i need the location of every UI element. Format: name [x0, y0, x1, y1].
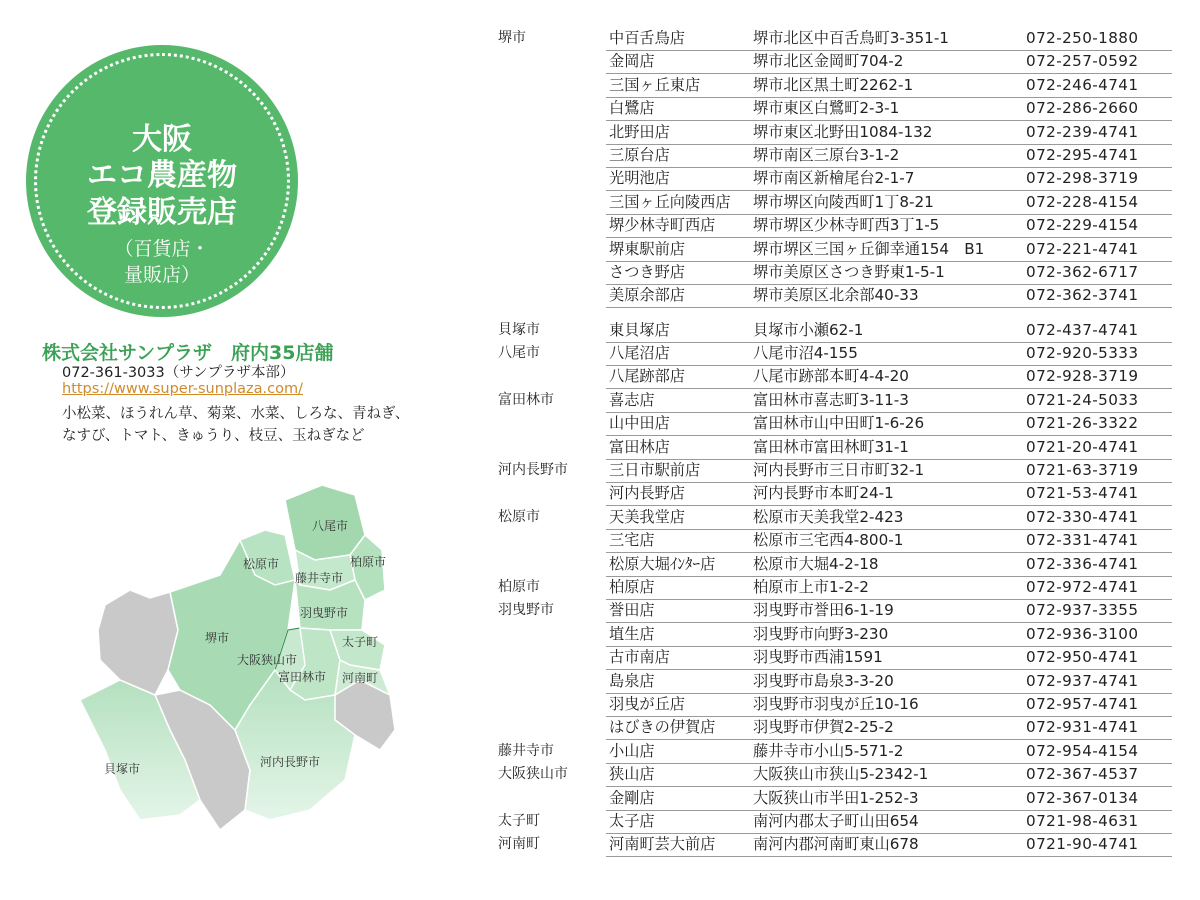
- store-phone: 0721-20-4741: [1021, 436, 1172, 460]
- store-name: 三原台店: [606, 144, 749, 168]
- store-name: 喜志店: [606, 389, 749, 413]
- store-phone: 072-239-4741: [1021, 121, 1172, 145]
- store-row: [494, 261, 1174, 284]
- store-row: [494, 763, 1174, 786]
- store-row: [494, 599, 1174, 622]
- store-name: 富田林店: [606, 436, 749, 460]
- store-phone: 072-246-4741: [1021, 74, 1172, 98]
- store-phone: 072-257-0592: [1021, 50, 1172, 74]
- store-phone: 072-931-4741: [1021, 716, 1172, 740]
- store-row: [494, 810, 1174, 833]
- store-row: [494, 670, 1174, 693]
- badge-line-3: 登録販売店: [87, 195, 237, 230]
- store-city: 藤井寺市: [498, 742, 554, 759]
- map-label-kaizuka: 貝塚市: [104, 762, 141, 776]
- store-city: 堺市: [498, 30, 526, 46]
- region-map: [60, 480, 400, 840]
- store-phone: 072-437-4741: [1021, 319, 1172, 343]
- store-name: 狭山店: [606, 763, 749, 787]
- store-address: 大阪狭山市狭山5-2342-1: [749, 763, 1025, 787]
- store-phone: 072-331-4741: [1021, 529, 1172, 553]
- store-phone: 072-286-2660: [1021, 97, 1172, 121]
- store-row: [494, 238, 1174, 261]
- store-name: はびきの伊賀店: [606, 716, 749, 740]
- store-address: 羽曳野市島泉3-3-20: [749, 670, 1025, 694]
- store-name: 中百舌鳥店: [606, 27, 749, 51]
- store-name: 東貝塚店: [606, 319, 749, 343]
- store-phone: 072-972-4741: [1021, 576, 1172, 600]
- store-phone: 072-295-4741: [1021, 144, 1172, 168]
- store-name: 美原余部店: [606, 284, 749, 308]
- store-name: 河南町芸大前店: [606, 833, 749, 857]
- store-city: 貝塚市: [498, 321, 540, 338]
- company-tel: 072-361-3033（サンプラザ本部）: [62, 365, 295, 381]
- store-phone: 072-298-3719: [1021, 167, 1172, 191]
- store-city: 富田林市: [498, 391, 554, 408]
- store-name: 八尾跡部店: [606, 365, 749, 389]
- store-row: [494, 167, 1174, 190]
- store-row: [494, 342, 1174, 365]
- store-address: 堺市南区新檜尾台2-1-7: [749, 167, 1025, 191]
- store-name: 堺少林寺町西店: [606, 214, 749, 238]
- store-address: 堺市北区中百舌鳥町3-351-1: [749, 27, 1025, 51]
- store-address: 貝塚市小瀬62-1: [749, 319, 1025, 343]
- map-label-matsubara: 松原市: [243, 557, 280, 571]
- store-row: [494, 214, 1174, 237]
- store-city: 羽曳野市: [498, 602, 554, 619]
- store-address: 堺市美原区北余部40-33: [749, 284, 1025, 308]
- store-name: 島泉店: [606, 670, 749, 694]
- store-name: 金岡店: [606, 50, 749, 74]
- store-name: 堺東駅前店: [606, 238, 749, 262]
- store-row: [494, 506, 1174, 529]
- group-gap: [494, 308, 1174, 319]
- store-row: [494, 284, 1174, 307]
- store-phone: 072-221-4741: [1021, 238, 1172, 262]
- store-row: [494, 787, 1174, 810]
- store-phone: 0721-26-3322: [1021, 412, 1172, 436]
- store-row: [494, 365, 1174, 388]
- store-address: 河内長野市三日市町32-1: [749, 459, 1025, 483]
- map-gray-area: [98, 590, 178, 700]
- store-row: [494, 144, 1174, 167]
- store-row: [494, 529, 1174, 552]
- store-phone: 072-928-3719: [1021, 365, 1172, 389]
- store-name: 柏原店: [606, 576, 749, 600]
- store-address: 堺市北区黒土町2262-1: [749, 74, 1025, 98]
- store-address: 河内長野市本町24-1: [749, 482, 1025, 506]
- store-row: [494, 623, 1174, 646]
- store-name: 金剛店: [606, 787, 749, 811]
- store-address: 富田林市山中田町1-6-26: [749, 412, 1025, 436]
- store-name: 松原大堀ｲﾝﾀｰ店: [606, 553, 749, 577]
- map-label-yao: 八尾市: [312, 519, 349, 533]
- store-city: 八尾市: [498, 345, 540, 362]
- store-address: 堺市堺区少林寺町西3丁1-5: [749, 214, 1025, 238]
- store-name: 小山店: [606, 740, 749, 764]
- store-name: 河内長野店: [606, 482, 749, 506]
- map-label-kashiwara: 柏原市: [350, 555, 387, 569]
- store-name: 八尾沼店: [606, 342, 749, 366]
- store-name: 光明池店: [606, 167, 749, 191]
- store-row: [494, 27, 1174, 50]
- store-name: さつき野店: [606, 261, 749, 285]
- store-table: [494, 27, 1174, 857]
- store-phone: 072-367-0134: [1021, 787, 1172, 811]
- store-phone: 0721-63-3719: [1021, 459, 1172, 483]
- store-phone: 072-957-4741: [1021, 693, 1172, 717]
- store-row: [494, 576, 1174, 599]
- store-name: 古市南店: [606, 646, 749, 670]
- badge-line-4: （百貨店・: [114, 238, 210, 260]
- store-phone: 072-250-1880: [1021, 27, 1172, 51]
- store-address: 羽曳野市西浦1591: [749, 646, 1025, 670]
- store-address: 藤井寺市小山5-571-2: [749, 740, 1025, 764]
- store-phone: 072-920-5333: [1021, 342, 1172, 366]
- store-row: [494, 319, 1174, 342]
- badge-line-1: 大阪: [132, 122, 192, 157]
- store-name: 天美我堂店: [606, 506, 749, 530]
- products-line-2: なすび、トマト、きゅうり、枝豆、玉ねぎなど: [62, 428, 365, 444]
- store-row: [494, 389, 1174, 412]
- store-name: 羽曳が丘店: [606, 693, 749, 717]
- badge-line-5: 量販店）: [123, 264, 200, 286]
- store-row: [494, 121, 1174, 144]
- store-address: 大阪狭山市半田1-252-3: [749, 787, 1025, 811]
- store-name: 三国ヶ丘向陵西店: [606, 191, 749, 215]
- store-address: 八尾市沼4-155: [749, 342, 1025, 366]
- store-city: 大阪狭山市: [498, 766, 568, 783]
- store-city: 河内長野市: [498, 462, 568, 479]
- map-label-taishi: 太子町: [342, 635, 379, 649]
- store-row: [494, 833, 1174, 856]
- store-phone: 0721-53-4741: [1021, 482, 1172, 506]
- store-phone: 072-330-4741: [1021, 506, 1172, 530]
- badge-line-2: エコ農産物: [87, 158, 237, 193]
- store-city: 河南町: [498, 836, 540, 853]
- store-phone: 072-229-4154: [1021, 214, 1172, 238]
- store-address: 堺市堺区向陵西町1丁8-21: [749, 191, 1025, 215]
- store-address: 羽曳野市羽曳が丘10-16: [749, 693, 1025, 717]
- title-badge: [26, 45, 298, 317]
- store-row: [494, 436, 1174, 459]
- store-address: 羽曳野市伊賀2-25-2: [749, 716, 1025, 740]
- store-row: [494, 716, 1174, 739]
- store-address: 柏原市上市1-2-2: [749, 576, 1025, 600]
- map-label-sakai: 堺市: [205, 631, 230, 645]
- map-label-osakasayama: 大阪狭山市: [237, 653, 298, 667]
- store-name: 三日市駅前店: [606, 459, 749, 483]
- store-address: 南河内郡河南町東山678: [749, 833, 1025, 857]
- store-row: [494, 740, 1174, 763]
- store-city: 柏原市: [498, 578, 540, 595]
- store-name: 白鷺店: [606, 97, 749, 121]
- store-address: 八尾市跡部本町4-4-20: [749, 365, 1025, 389]
- store-phone: 072-362-6717: [1021, 261, 1172, 285]
- store-phone: 0721-24-5033: [1021, 389, 1172, 413]
- store-row: [494, 646, 1174, 669]
- store-address: 松原市大堀4-2-18: [749, 553, 1025, 577]
- store-row: [494, 482, 1174, 505]
- store-name: 埴生店: [606, 623, 749, 647]
- store-name: 山中田店: [606, 412, 749, 436]
- store-phone: 072-228-4154: [1021, 191, 1172, 215]
- map-label-kawachinagano: 河内長野市: [260, 755, 321, 769]
- store-row: [494, 50, 1174, 73]
- company-url-link[interactable]: https://www.super-sunplaza.com/: [62, 381, 303, 397]
- store-name: 三宅店: [606, 529, 749, 553]
- map-label-kanan: 河南町: [342, 671, 379, 685]
- store-address: 松原市三宅西4-800-1: [749, 529, 1025, 553]
- store-phone: 072-336-4741: [1021, 553, 1172, 577]
- store-phone: 072-937-4741: [1021, 670, 1172, 694]
- store-row: [494, 412, 1174, 435]
- store-city: 松原市: [498, 508, 540, 525]
- store-address: 南河内郡太子町山田654: [749, 810, 1025, 834]
- store-row: [494, 191, 1174, 214]
- store-address: 富田林市喜志町3-11-3: [749, 389, 1025, 413]
- store-phone: 072-954-4154: [1021, 740, 1172, 764]
- store-address: 堺市堺区三国ヶ丘御幸通154 B1: [749, 238, 1025, 262]
- store-phone: 072-362-3741: [1021, 284, 1172, 308]
- store-phone: 0721-90-4741: [1021, 833, 1172, 857]
- store-address: 堺市東区北野田1084-132: [749, 121, 1025, 145]
- store-phone: 072-937-3355: [1021, 599, 1172, 623]
- store-address: 堺市美原区さつき野東1-5-1: [749, 261, 1025, 285]
- map-label-tondabayashi: 富田林市: [278, 670, 327, 684]
- store-address: 堺市北区金岡町704-2: [749, 50, 1025, 74]
- company-name: 株式会社サンプラザ 府内35店舗: [42, 342, 334, 364]
- store-name: 太子店: [606, 810, 749, 834]
- store-row: [494, 74, 1174, 97]
- store-address: 松原市天美我堂2-423: [749, 506, 1025, 530]
- store-address: 羽曳野市誉田6-1-19: [749, 599, 1025, 623]
- store-row: [494, 97, 1174, 120]
- store-address: 堺市東区白鷺町2-3-1: [749, 97, 1025, 121]
- products-line-1: 小松菜、ほうれん草、菊菜、水菜、しろな、青ねぎ、: [62, 406, 410, 422]
- store-phone: 072-936-3100: [1021, 623, 1172, 647]
- map-label-habikino: 羽曳野市: [300, 606, 349, 620]
- store-row: [494, 553, 1174, 576]
- store-phone: 072-950-4741: [1021, 646, 1172, 670]
- store-name: 三国ヶ丘東店: [606, 74, 749, 98]
- store-address: 富田林市富田林町31-1: [749, 436, 1025, 460]
- store-name: 北野田店: [606, 121, 749, 145]
- map-label-fujiidera: 藤井寺市: [295, 571, 344, 585]
- store-phone: 072-367-4537: [1021, 763, 1172, 787]
- store-address: 堺市南区三原台3-1-2: [749, 144, 1025, 168]
- store-name: 誉田店: [606, 599, 749, 623]
- store-row: [494, 459, 1174, 482]
- store-phone: 0721-98-4631: [1021, 810, 1172, 834]
- store-address: 羽曳野市向野3-230: [749, 623, 1025, 647]
- store-city: 太子町: [498, 812, 540, 829]
- store-row: [494, 693, 1174, 716]
